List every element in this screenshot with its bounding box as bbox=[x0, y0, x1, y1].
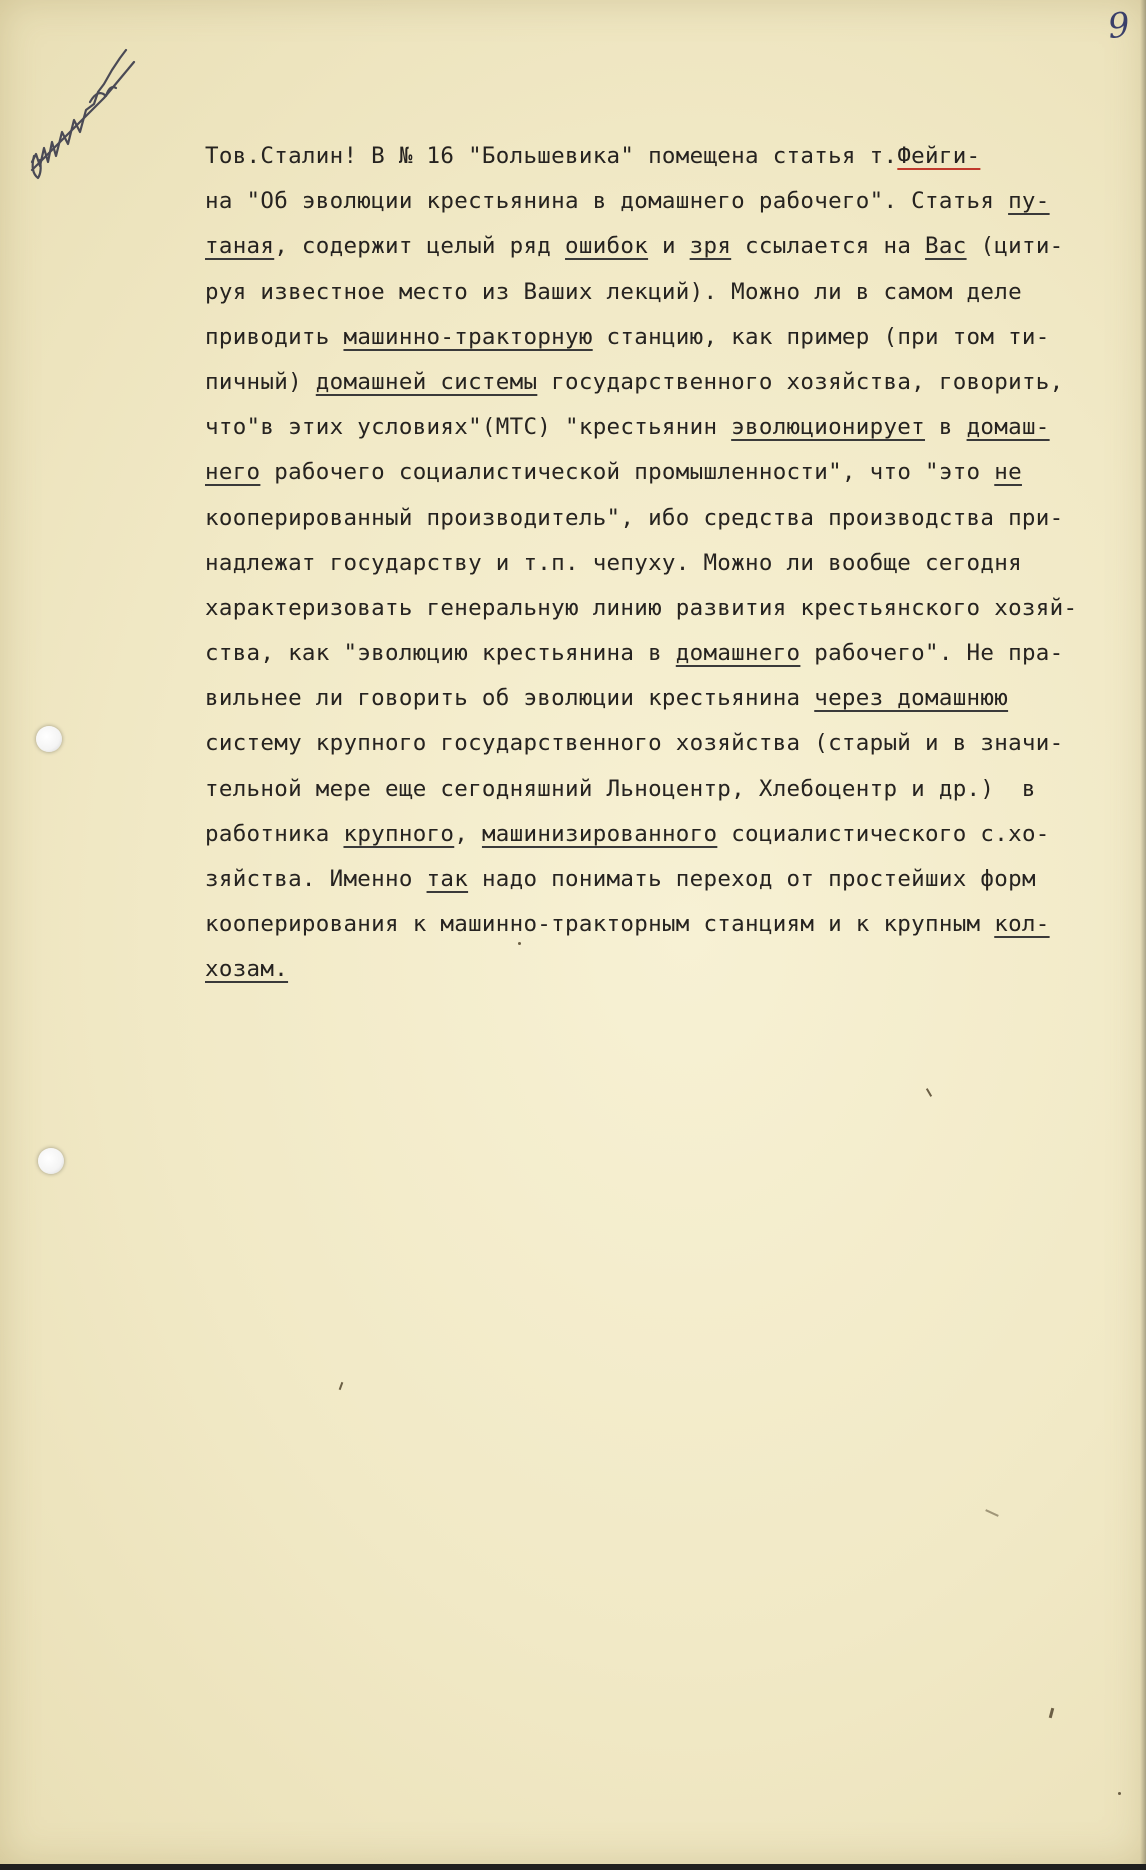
text-line bbox=[205, 496, 1125, 541]
text-segment: надо понимать переход от простейших форм bbox=[468, 866, 1036, 892]
text-line bbox=[205, 857, 1125, 902]
text-line bbox=[205, 541, 1125, 586]
text-segment: государственного хозяйства, говорить, bbox=[537, 368, 1064, 395]
text-segment: и bbox=[648, 233, 690, 260]
text-line bbox=[205, 224, 1125, 269]
text-line bbox=[205, 134, 1125, 179]
text-line bbox=[205, 947, 1125, 992]
paper-speck bbox=[1118, 1792, 1121, 1795]
text-segment: ства, как "эволюцию крестьянина в bbox=[205, 640, 676, 667]
paper-speck bbox=[339, 1382, 344, 1390]
underlined-phrase: не bbox=[994, 459, 1022, 486]
paper-speck bbox=[926, 1088, 932, 1097]
text-line bbox=[205, 721, 1125, 766]
text-segment: Тов.Сталин! В № 16 "Большевика" помещена статья т. bbox=[205, 143, 898, 169]
text-line bbox=[205, 405, 1125, 450]
underlined-phrase: таная bbox=[205, 233, 275, 260]
text-segment: кооперирования к машинно-тракторным станциям и к крупным bbox=[205, 911, 995, 938]
underlined-phrase: так bbox=[426, 866, 469, 892]
underlined-phrase: ошибок bbox=[565, 233, 649, 260]
scan-border bbox=[0, 1864, 1146, 1870]
text-segment: приводить bbox=[205, 323, 344, 350]
underlined-phrase: него bbox=[205, 459, 261, 486]
text-line bbox=[205, 450, 1125, 495]
text-segment: вильнее ли говорить об эволюции крестьянина bbox=[205, 685, 815, 712]
underlined-phrase: пу- bbox=[1008, 188, 1050, 215]
underlined-phrase: машинно-тракторную bbox=[343, 323, 593, 350]
underlined-phrase: машинизированного bbox=[481, 820, 718, 847]
text-segment: работника bbox=[205, 820, 344, 847]
underlined-phrase: через домашнюю bbox=[814, 685, 1009, 712]
text-segment: социалистического с.хо- bbox=[717, 820, 1050, 847]
text-segment: , содержит целый ряд bbox=[274, 233, 566, 260]
binder-hole-top bbox=[36, 726, 62, 752]
text-segment: что"в этих условиях"(МТС) "крестьянин bbox=[205, 414, 732, 441]
text-segment: в bbox=[925, 414, 967, 441]
text-line bbox=[205, 315, 1125, 360]
underlined-phrase: Вас bbox=[925, 233, 967, 260]
text-segment: систему крупного государственного хозяйства (старый и в значи- bbox=[205, 730, 1064, 757]
page-number: 9 bbox=[1105, 4, 1132, 48]
underlined-phrase: крупного bbox=[343, 820, 455, 847]
underlined-phrase: домашней системы bbox=[315, 368, 538, 395]
text-segment: кооперированный производитель", ибо средства производства при- bbox=[205, 504, 1064, 531]
text-segment: на "Об эволюции крестьянина в домашнего рабочего". Статья bbox=[205, 188, 1009, 215]
handwritten-annotation-strokes bbox=[32, 50, 134, 178]
text-segment: станцию, как пример (при том ти- bbox=[592, 323, 1050, 350]
text-segment: рабочего социалистической промышленности", что "это bbox=[260, 459, 995, 486]
text-segment: рабочего". Не пра- bbox=[800, 640, 1064, 667]
text-line bbox=[205, 902, 1125, 947]
text-line bbox=[205, 360, 1125, 405]
paper-speck bbox=[1049, 1708, 1054, 1718]
underlined-phrase: эволюционирует bbox=[731, 414, 926, 441]
text-segment: надлежат государству и т.п. чепуху. Можно ли вообще сегодня bbox=[205, 549, 1022, 576]
paper-speck bbox=[985, 1509, 999, 1517]
text-line bbox=[205, 179, 1125, 224]
text-line bbox=[205, 631, 1125, 676]
text-segment: характеризовать генеральную линию развития крестьянского хозяй- bbox=[205, 594, 1078, 621]
underlined-phrase: домашнего bbox=[675, 640, 801, 667]
text-segment: (цити- bbox=[966, 233, 1064, 260]
underlined-phrase: кол- bbox=[994, 911, 1050, 938]
text-segment: зяйства. Именно bbox=[205, 866, 427, 892]
underlined-phrase: хозам. bbox=[205, 956, 289, 983]
red-underlined-name: Фейги- bbox=[897, 143, 981, 169]
text-segment: руя известное место из Ваших лекций). Можно ли в самом деле bbox=[205, 278, 1022, 305]
binder-hole-bottom bbox=[38, 1148, 64, 1174]
text-line bbox=[205, 676, 1125, 721]
text-line bbox=[205, 812, 1125, 857]
text-segment: , bbox=[454, 820, 482, 847]
letter-body bbox=[205, 134, 1125, 993]
underlined-phrase: зря bbox=[689, 233, 732, 260]
text-line bbox=[205, 586, 1125, 631]
handwritten-annotation bbox=[28, 44, 138, 194]
text-segment: ссылается на bbox=[731, 233, 926, 260]
paper-edge-shadow bbox=[1140, 0, 1146, 1864]
paper-speck bbox=[518, 942, 521, 945]
underlined-phrase: домаш- bbox=[966, 414, 1050, 441]
text-line bbox=[205, 767, 1125, 812]
text-segment: пичный) bbox=[205, 368, 316, 395]
text-line bbox=[205, 270, 1125, 315]
text-segment: тельной мере еще сегодняшний Льноцентр, Хлебоцентр и др.) в bbox=[205, 775, 1036, 802]
